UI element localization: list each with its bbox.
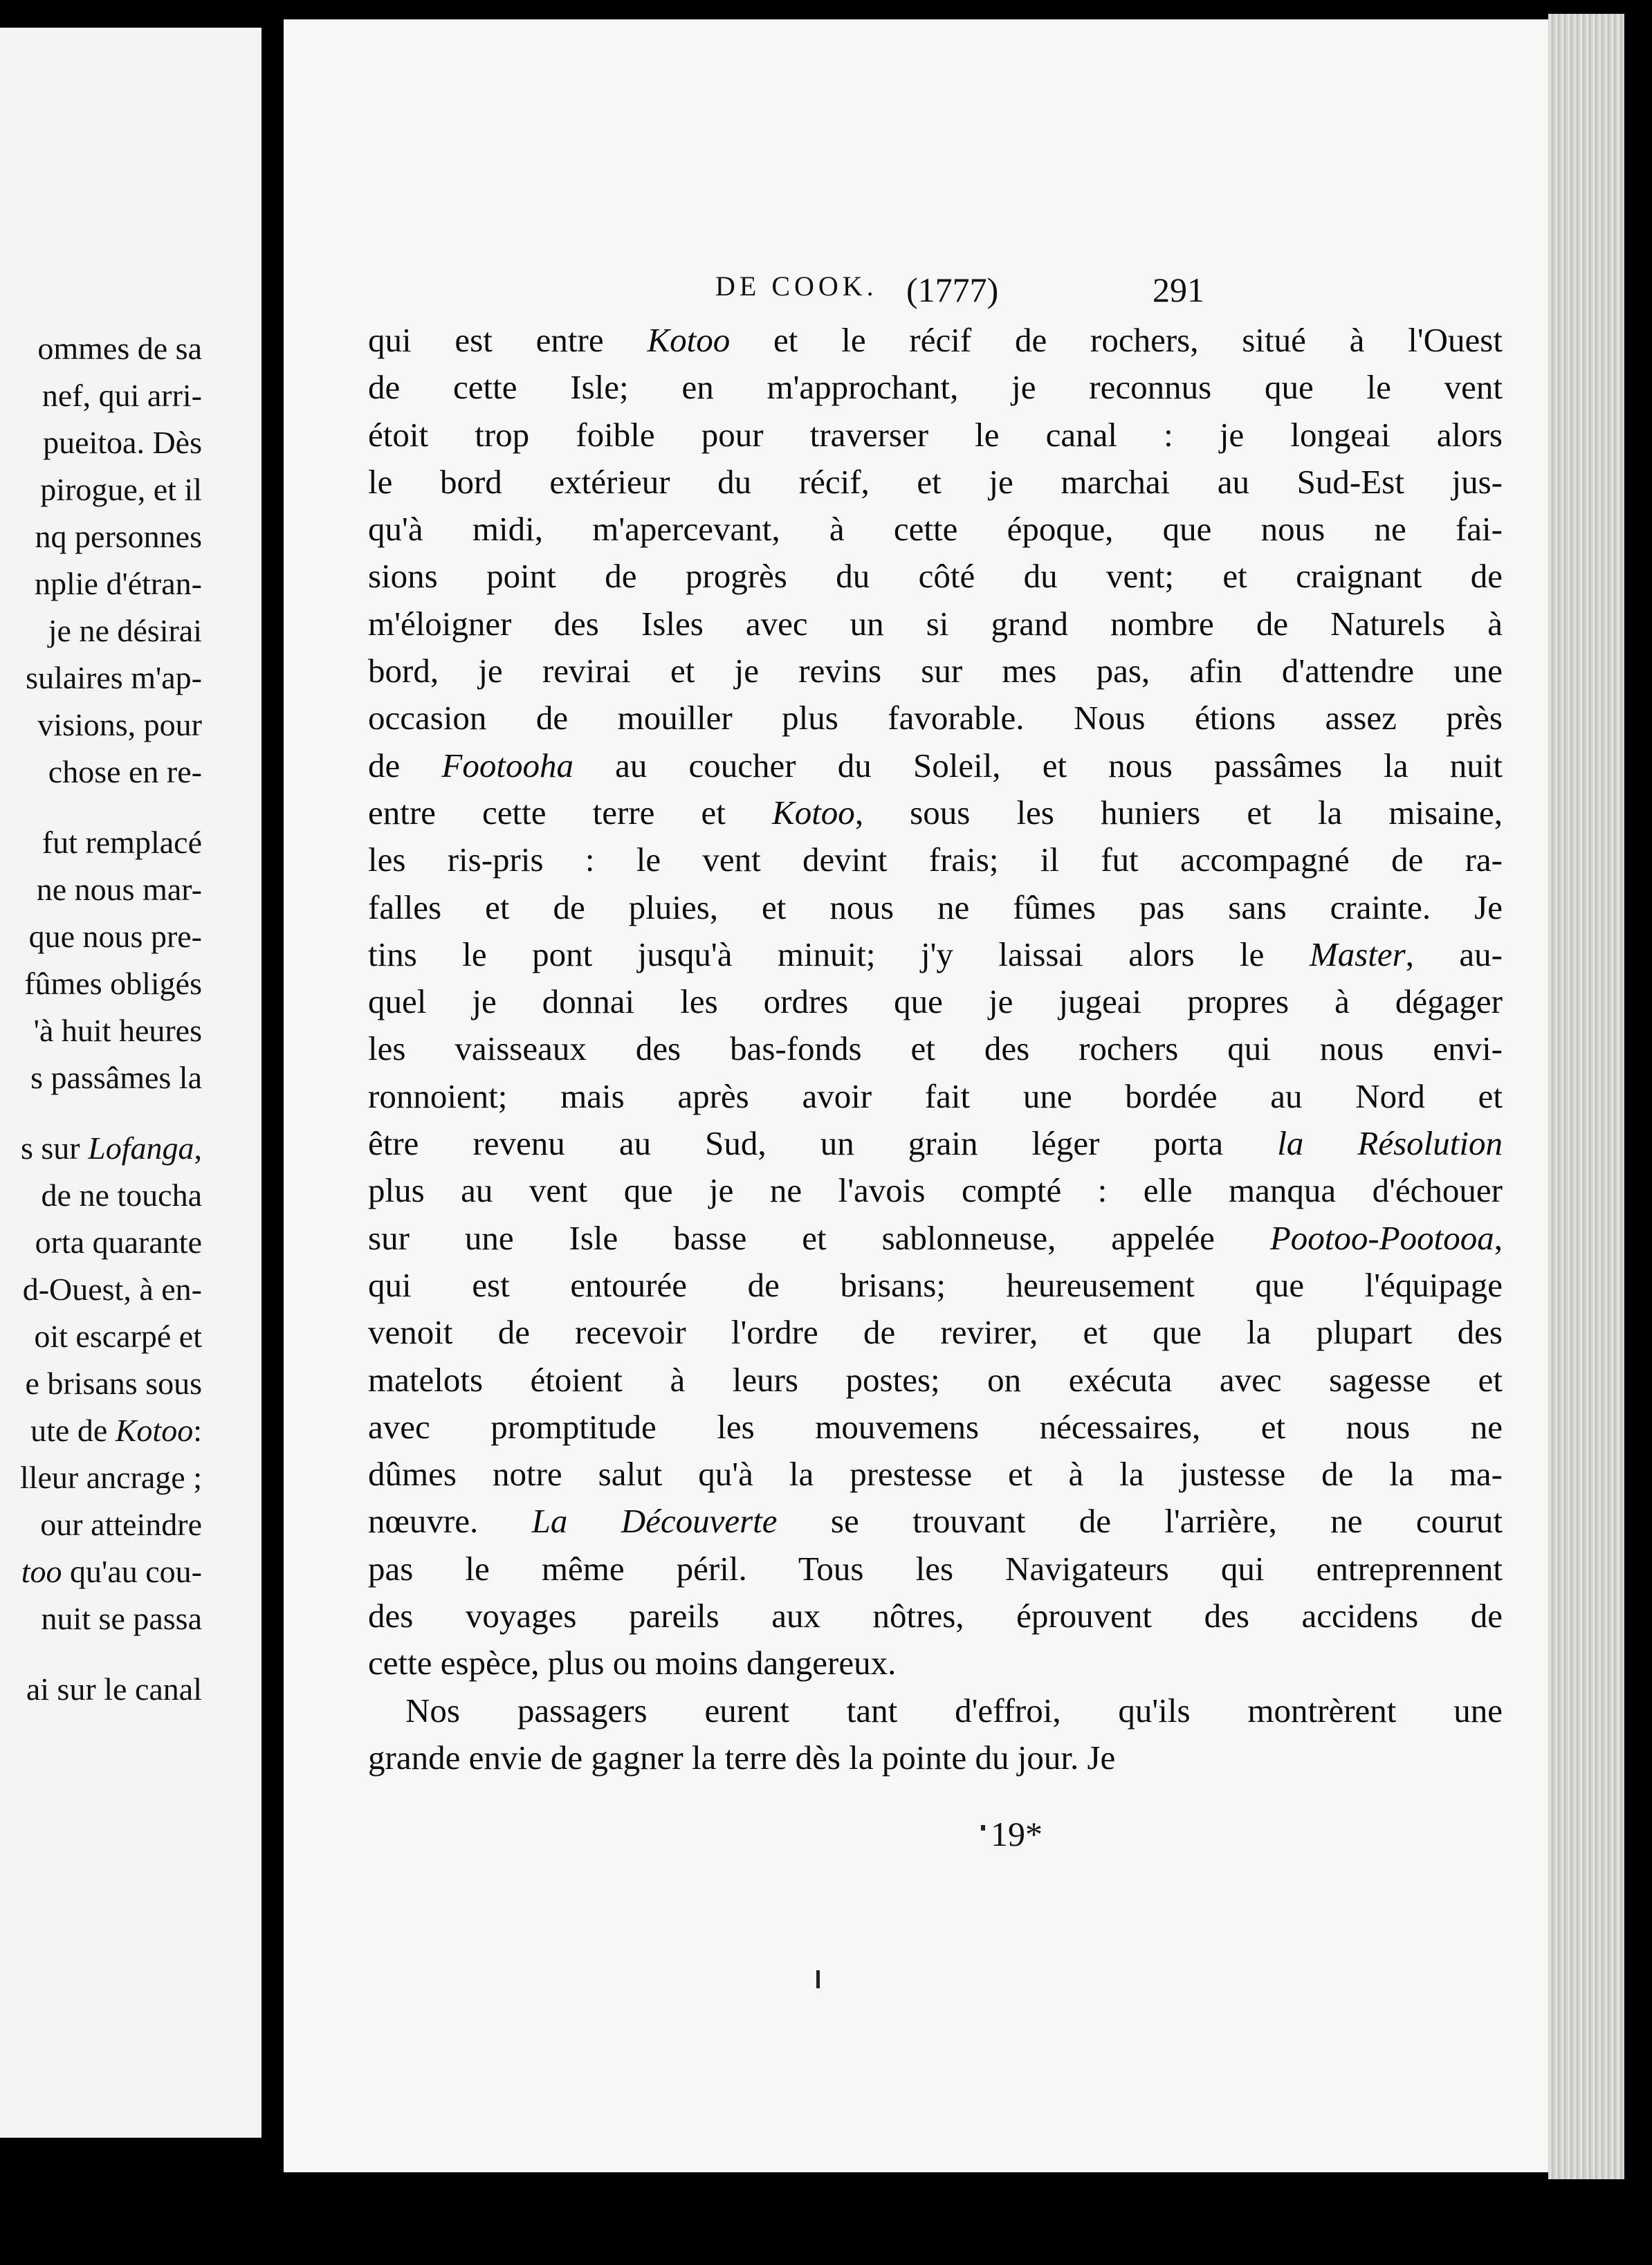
body-line: qui est entourée de brisans; heureusement que l'équipage — [368, 1265, 1503, 1304]
left-page-line: s passâmes la — [30, 1060, 202, 1095]
body-line: ronnoient; mais après avoir fait une bordée au Nord et — [368, 1076, 1503, 1115]
body-line: tins le pont jusqu'à minuit; j'y laissai alors le Master, au- — [368, 935, 1503, 973]
left-page-paragraph-gap — [0, 1101, 202, 1125]
left-page-line: orta quarante — [35, 1225, 202, 1260]
body-line: cette espèce, plus ou moins dangereux. — [368, 1644, 897, 1682]
body-line: étoit trop foible pour traverser le canal : je longeai alors — [368, 415, 1503, 454]
left-page-line: lleur ancrage ; — [19, 1460, 202, 1495]
running-head-title: DE COOK. — [715, 270, 878, 302]
body-line: matelots étoient à leurs postes; on exécuta avec sagesse et — [368, 1360, 1503, 1399]
left-page-line: s sur Lofanga, — [21, 1130, 202, 1166]
body-line: sur une Isle basse et sablonneuse, appelée Pootoo-Pootooa, — [368, 1218, 1503, 1257]
body-line: dûmes notre salut qu'à la prestesse et à la justesse de la ma- — [368, 1455, 1503, 1494]
body-line: quel je donnai les ordres que je jugeai propres à dégager — [368, 982, 1503, 1021]
body-line: de Footooha au coucher du Soleil, et nous passâmes la nuit — [368, 746, 1503, 785]
body-line: avec promptitude les mouvemens nécessaires, et nous ne — [368, 1407, 1503, 1446]
page-edge — [1548, 14, 1624, 2179]
left-page-line: fûmes obligés — [24, 966, 202, 1001]
left-page-line: je ne désirai — [48, 613, 202, 648]
body-line: être revenu au Sud, un grain léger porta la Résolution — [368, 1124, 1503, 1163]
body-line: occasion de mouiller plus favorable. Nous étions assez près — [368, 699, 1503, 737]
body-line: Nos passagers eurent tant d'effroi, qu'ils montrèrent une — [405, 1691, 1503, 1730]
left-page-line: ai sur le canal — [26, 1671, 202, 1707]
left-page-line: de ne toucha — [41, 1177, 202, 1213]
body-line: venoit de recevoir l'ordre de revirer, et que la plupart des — [368, 1313, 1503, 1352]
left-page-line: ommes de sa — [37, 331, 202, 366]
left-page-line: nuit se passa — [41, 1601, 202, 1636]
left-page-text — [0, 325, 202, 1713]
left-page-line: oit escarpé et — [34, 1319, 202, 1354]
body-line: qu'à midi, m'apercevant, à cette époque, que nous ne fai- — [368, 510, 1503, 549]
body-line: les ris-pris : le vent devint frais; il fut accompagné de ra- — [368, 841, 1503, 879]
left-page-line: too qu'au cou- — [21, 1554, 202, 1589]
left-page-line: nef, qui arri- — [42, 378, 202, 413]
body-line: sions point de progrès du côté du vent; et craignant de — [368, 557, 1503, 596]
left-page-paragraph-gap — [0, 796, 202, 819]
running-head-year: (1777) — [906, 270, 999, 309]
left-page-line: fut remplacé — [42, 825, 202, 860]
body-line: le bord extérieur du récif, et je marchai au Sud-Est jus- — [368, 462, 1503, 501]
main-page — [284, 19, 1563, 2172]
left-page-line: 'à huit heures — [33, 1013, 202, 1048]
body-line: des voyages pareils aux nôtres, éprouvent des accidens de — [368, 1597, 1503, 1635]
body-line: falles et de pluies, et nous ne fûmes pas sans crainte. Je — [368, 888, 1503, 926]
body-line: qui est entre Kotoo et le récif de rochers, situé à l'Ouest — [368, 321, 1503, 359]
left-page-line: pirogue, et il — [40, 472, 202, 507]
left-page-fragment — [0, 28, 261, 2138]
left-page-line: visions, pour — [37, 707, 202, 742]
body-line: pas le même péril. Tous les Navigateurs qui entreprennent — [368, 1549, 1503, 1588]
left-page-line: d-Ouest, à en- — [22, 1272, 202, 1307]
body-line: les vaisseaux des bas-fonds et des rochers qui nous envi- — [368, 1029, 1503, 1068]
page-number: 291 — [1153, 270, 1204, 309]
left-page-line: chose en re- — [48, 754, 202, 789]
body-line: m'éloigner des Isles avec un si grand nombre de Naturels à — [368, 604, 1503, 643]
body-line: plus au vent que je ne l'avois compté : elle manqua d'échouer — [368, 1171, 1503, 1210]
left-page-line: pueitoa. Dès — [43, 425, 202, 460]
body-line: grande envie de gagner la terre dès la pointe du jour. Je — [368, 1738, 1116, 1777]
left-page-line: sulaires m'ap- — [26, 660, 202, 695]
left-page-paragraph-gap — [0, 1642, 202, 1666]
body-line: de cette Isle; en m'approchant, je reconnus que le vent — [368, 368, 1503, 407]
left-page-line: e brisans sous — [25, 1366, 202, 1401]
left-page-line: ute de Kotoo: — [30, 1413, 202, 1448]
body-text — [368, 317, 1503, 1781]
signature-mark: 19* — [991, 1815, 1043, 1853]
left-page-line: nq personnes — [35, 519, 202, 554]
body-line: bord, je revirai et je revins sur mes pas, afin d'attendre une — [368, 652, 1503, 690]
left-page-line: our atteindre — [40, 1507, 202, 1542]
body-line: nœuvre. La Découverte se trouvant de l'arrière, ne courut — [368, 1502, 1503, 1541]
left-page-line: ne nous mar- — [36, 872, 202, 907]
left-page-line: nplie d'étran- — [34, 566, 202, 601]
left-page-line: que nous pre- — [28, 919, 202, 954]
ink-speck — [816, 1970, 820, 1988]
ink-speck — [981, 1825, 985, 1831]
body-line: entre cette terre et Kotoo, sous les huniers et la misaine, — [368, 793, 1503, 832]
